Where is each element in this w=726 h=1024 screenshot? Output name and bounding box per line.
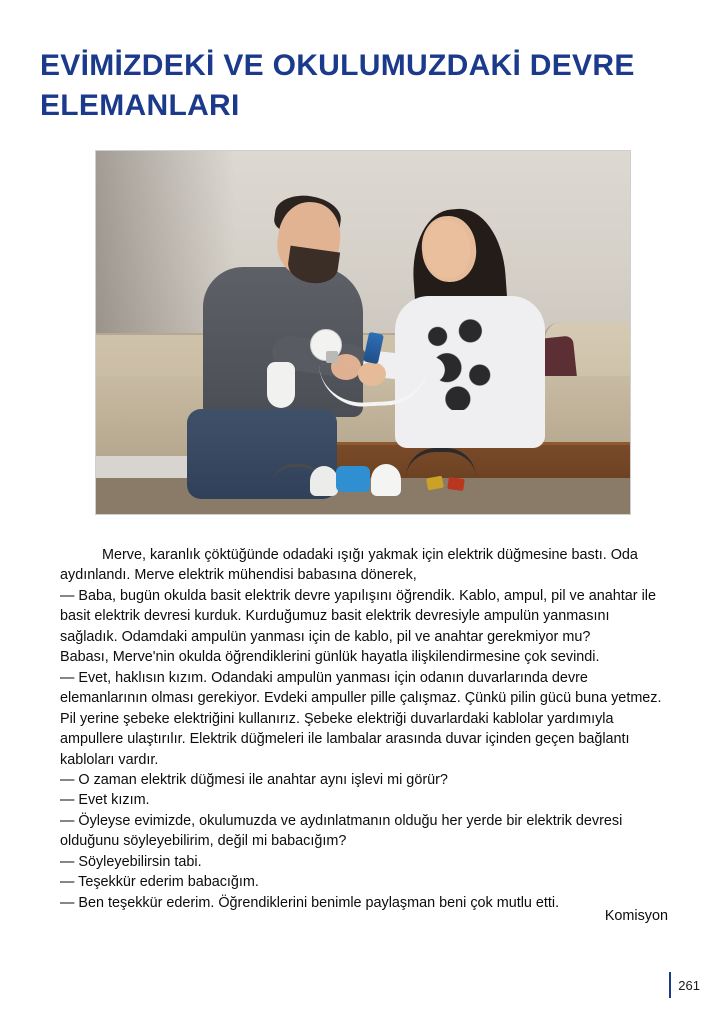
- lesson-photo: [95, 150, 631, 515]
- paragraph: — O zaman elektrik düğmesi ile anahtar aynı işlevi mi görür?: [60, 771, 448, 788]
- paragraph: — Baba, bugün okulda basit elektrik devre yapılışını öğrendik. Kablo, ampul, pil ve anahtar ile basit elektrik devresi kurduk. Kurduğumuz basit elektrik devresiyle ampulün yanmasını sağladık. Odamdaki ampulün yanması için de kablo, pil ve anahtar gerekmiyor mu?: [60, 587, 656, 645]
- paragraph: — Teşekkür ederim babacığım.: [60, 874, 259, 891]
- crocodile-clip-red: [448, 477, 466, 491]
- footer-rule: [669, 972, 671, 998]
- table-switch-blue: [336, 466, 370, 492]
- paragraph: Babası, Merve'nin okulda öğrendiklerini günlük hayatla ilişkilendirmesine çok sevindi.: [60, 649, 600, 666]
- table-bulb-left: [310, 466, 338, 496]
- story-text: [60, 545, 668, 913]
- paragraph: — Evet, haklısın kızım. Odandaki ampulün yanması için odanın duvarlarında devre elemanlarının olması gerekiyor. Evdeki ampuller pille çalışmaz. Çünkü pilin gücü buna yetmez. Pil yerine şebeke elektriğini kullanırız. Şebeke elektriği duvarlardaki kablolar yardımıyla ampullere ulaştırılır. Elektrik düğmeleri ile lambalar arasında duvar içinden geçen bağlantı kabloları vardır.: [60, 669, 662, 768]
- light-bulb-base: [326, 351, 338, 363]
- paragraph: — Ben teşekkür ederim. Öğrendiklerini benimle paylaşman beni çok mutlu etti.: [60, 894, 560, 911]
- crocodile-clip-yellow: [426, 475, 444, 490]
- paragraph: — Öyleyse evimizde, okulumuzda ve aydınlatmanın olduğu her yerde bir elektrik devresi olduğunu söyleyebilirim, değil mi babacığım?: [60, 812, 623, 850]
- paragraph: Merve, karanlık çöktüğünde odadaki ışığı yakmak için elektrik düğmesine bastı. Oda aydınlandı. Merve elektrik mühendisi babasına dönerek,: [60, 547, 638, 584]
- table-bulb-right: [371, 464, 401, 496]
- page-footer: [669, 972, 700, 998]
- paragraph: — Evet kızım.: [60, 792, 150, 809]
- page-number: 261: [678, 977, 700, 993]
- paragraph: — Söyleyebilirsin tabi.: [60, 853, 202, 870]
- photo-scene: [96, 151, 630, 514]
- source-attribution: Komisyon: [604, 908, 668, 924]
- page-title: EVİMİZDEKİ VE OKULUMUZDAKİ DEVRE ELEMANLARI: [40, 49, 635, 122]
- bulb-holder: [267, 362, 295, 408]
